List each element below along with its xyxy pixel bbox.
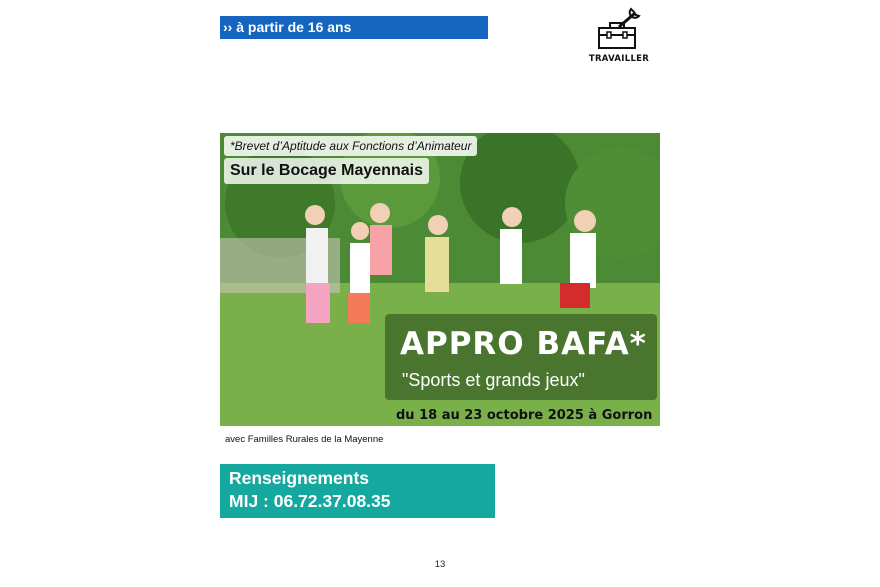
- work-category: [584, 6, 654, 64]
- poster-title: APPRO BAFA*: [400, 326, 647, 362]
- info-heading: Renseignements: [229, 468, 370, 488]
- poster-place: Sur le Bocage Mayennais: [224, 158, 429, 184]
- category-label: TRAVAILLER: [588, 54, 650, 64]
- poster-subtitle: "Sports et grands jeux": [402, 370, 585, 390]
- info-box: [220, 464, 495, 518]
- info-contact: MIJ : 06.72.37.08.35: [229, 491, 391, 511]
- page-number: 13: [434, 559, 446, 570]
- poster-caption: avec Familles Rurales de la Mayenne: [225, 434, 384, 445]
- event-poster: [220, 133, 660, 426]
- poster-dates: du 18 au 23 octobre 2025 à Gorron: [396, 408, 653, 423]
- poster-footnote: *Brevet d’Aptitude aux Fonctions d’Animateur: [224, 136, 477, 156]
- age-band: ›› à partir de 16 ans: [220, 16, 488, 39]
- toolbox-wrench-icon: [596, 6, 642, 52]
